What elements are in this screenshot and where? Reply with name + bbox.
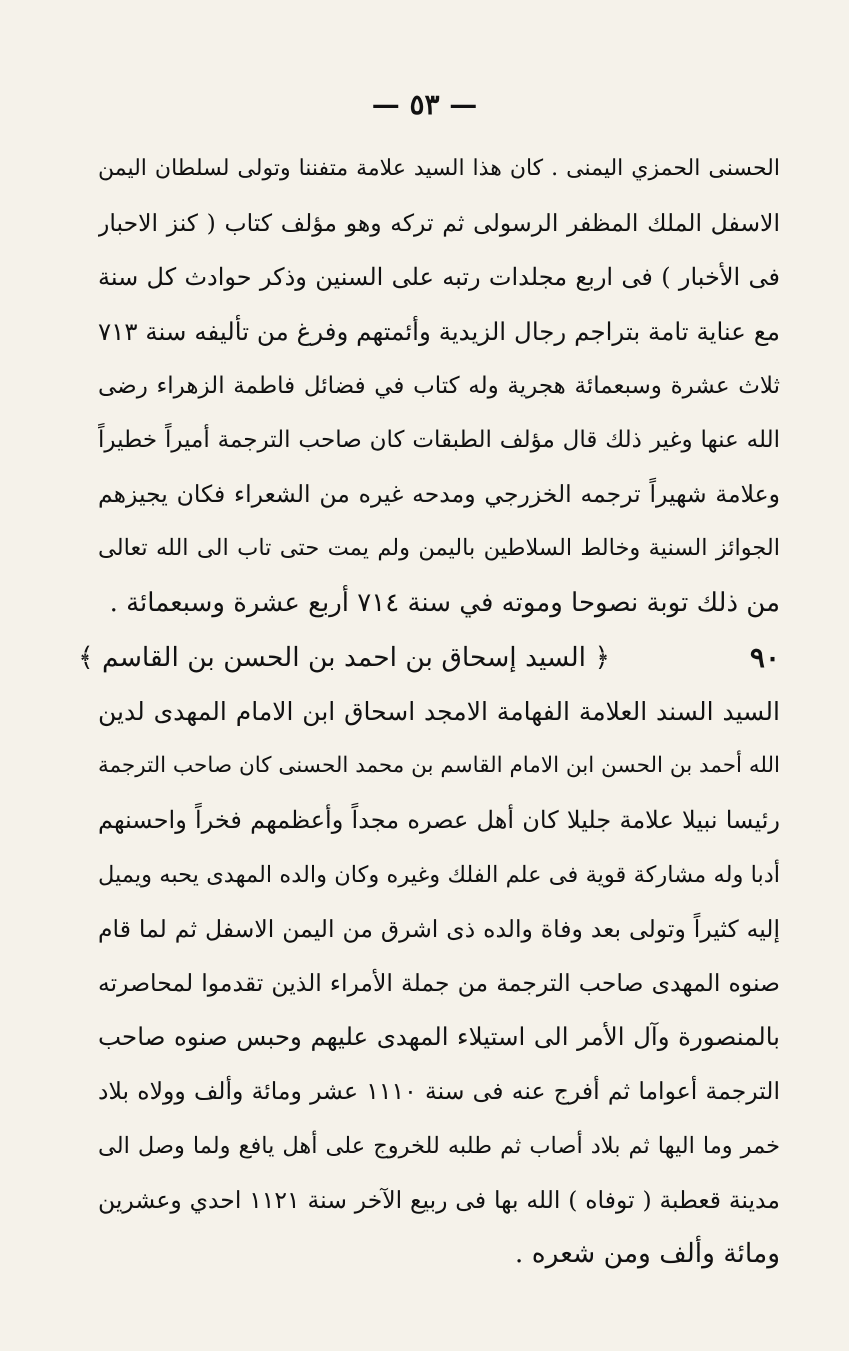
text-line: خمر وما اليها ثم بلاد أصاب ثم طلبه للخروج على أهل يافع ولما وصل الى — [98, 1132, 780, 1159]
text-line: بالمنصورة وآل الأمر الى استيلاء المهدى عليهم وحبس صنوه صاحب — [98, 1022, 780, 1052]
text-line: الجوائز السنية وخالط السلاطين باليمن ولم يمت حتى تاب الى الله تعالى — [98, 535, 780, 562]
entry-heading-row — [78, 630, 780, 686]
text-line: مدينة قعطبة ( توفاه ) الله بها فى ربيع الآخر سنة ١١٢١ احدي وعشرين — [98, 1185, 780, 1214]
text-line: فى الأخبار ) فى اربع مجلدات رتبه على السنين وذكر حوادث كل سنة — [98, 263, 780, 292]
text-line: السيد السند العلامة الفهامة الامجد اسحاق ابن الامام المهدى لدين — [98, 697, 780, 726]
text-line: ومائة وألف ومن شعره . — [514, 1237, 780, 1269]
text-line: من ذلك توبة نصوحا وموته في سنة ٧١٤ أربع عشرة وسبعمائة . — [109, 587, 780, 618]
paragraph-entry-90 — [98, 685, 780, 1281]
entry-number: ٩٠ — [749, 641, 780, 674]
paragraph-previous-entry — [98, 142, 780, 630]
page-number: — ٥٣ — — [371, 88, 478, 121]
text-line: الاسفل الملك المظفر الرسولى ثم تركه وهو مؤلف كتاب ( كنز الاحبار — [98, 209, 780, 238]
text-line: الله عنها وغير ذلك قال مؤلف الطبقات كان صاحب الترجمة أميراً خطيراً — [98, 426, 780, 453]
text-line: الله أحمد بن الحسن ابن الامام القاسم بن محمد الحسنى كان صاحب الترجمة — [98, 753, 780, 779]
text-line: إليه كثيراً وتولى بعد وفاة والده ذى اشرق من اليمن الاسفل ثم لما قام — [98, 914, 780, 943]
text-line: رئيسا نبيلا علامة جليلا كان أهل عصره مجداً وأعظمهم فخراً واحسنهم — [98, 806, 780, 835]
text-line: ثلاث عشرة وسبعمائة هجرية وله كتاب في فضائل فاطمة الزهراء رضى — [98, 372, 780, 399]
text-line: الترجمة أعواما ثم أفرج عنه فى سنة ١١١٠ عشر ومائة وألف وولاه بلاد — [98, 1077, 780, 1106]
text-line: مع عناية تامة بتراجم رجال الزيدية وأئمتهم وفرغ من تأليفه سنة ٧١٣ — [98, 316, 780, 346]
text-line: وعلامة شهيراً ترجمه الخزرجي ومدحه غيره من الشعراء فكان يجيزهم — [98, 480, 780, 509]
text-line: الحسنى الحمزي اليمنى . كان هذا السيد علامة متفننا وتولى لسلطان اليمن — [98, 156, 780, 181]
entry-heading: ﴿ السيد إسحاق بن احمد بن الحسن بن القاسم ﴾ — [78, 642, 610, 673]
text-line: صنوه المهدى صاحب الترجمة من جملة الأمراء الذين تقدموا لمحاصرته — [98, 968, 780, 997]
text-line: أدبا وله مشاركة قوية فى علم الفلك وغيره وكان والده المهدى يحبه ويميل — [98, 861, 780, 888]
